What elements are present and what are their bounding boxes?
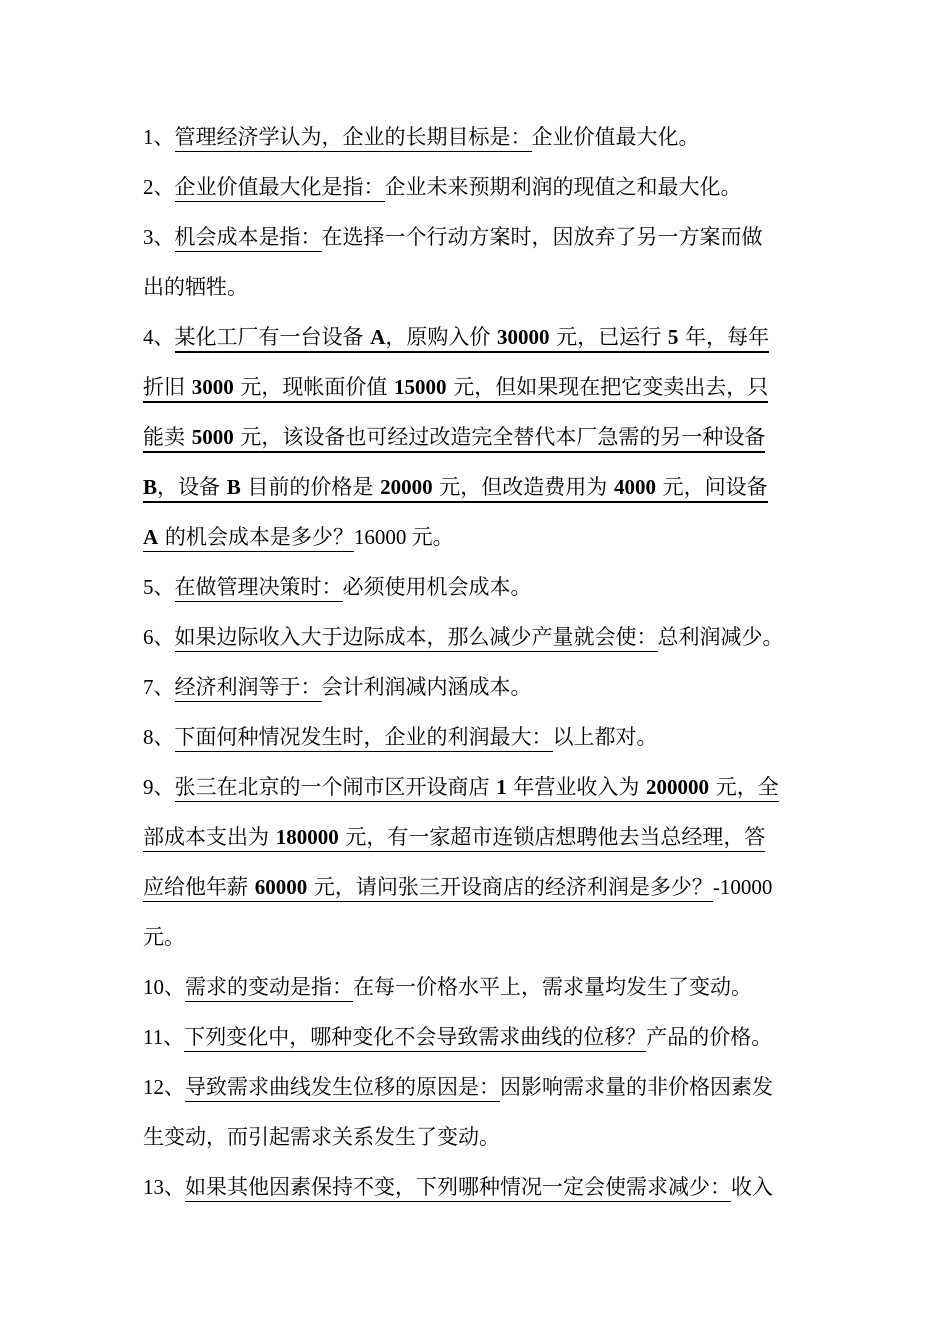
question-3 bbox=[143, 218, 808, 268]
question-text: 下列变化中，哪种变化不会导致需求曲线的位移？ bbox=[184, 1025, 646, 1052]
question-text: 某化工厂有一台设备 A，原购入价 30000 元，已运行 5 年，每年 bbox=[175, 325, 770, 353]
question-8 bbox=[143, 718, 808, 768]
answer-text: 以上都对。 bbox=[552, 725, 658, 749]
answer-text: 总利润减少。 bbox=[657, 625, 784, 649]
question-4-line-4 bbox=[143, 468, 808, 518]
question-text: 经济利润等于： bbox=[175, 675, 322, 702]
question-5 bbox=[143, 568, 808, 618]
question-12-cont bbox=[143, 1118, 808, 1168]
question-9-line-2 bbox=[143, 818, 808, 868]
question-1 bbox=[143, 118, 808, 168]
question-9-line-3 bbox=[143, 868, 808, 918]
question-text: 机会成本是指： bbox=[175, 225, 322, 252]
question-number: 12、 bbox=[143, 1075, 185, 1099]
question-text: 能卖 5000 元，该设备也可经过改造完全替代本厂急需的另一种设备 bbox=[143, 425, 765, 453]
question-4-line-2 bbox=[143, 368, 808, 418]
question-number: 2、 bbox=[143, 175, 175, 199]
answer-text: 元。 bbox=[143, 925, 185, 949]
question-number: 11、 bbox=[143, 1025, 185, 1049]
question-7 bbox=[143, 668, 808, 718]
answer-text: -10000 bbox=[712, 875, 773, 899]
question-text: 企业价值最大化是指： bbox=[175, 175, 385, 202]
question-13 bbox=[143, 1168, 808, 1218]
question-text: 应给他年薪 60000 元，请问张三开设商店的经济利润是多少？ bbox=[143, 875, 713, 902]
question-number: 6、 bbox=[143, 625, 175, 649]
question-text: 折旧 3000 元，现帐面价值 15000 元，但如果现在把它变卖出去，只 bbox=[143, 375, 768, 403]
answer-text: 企业价值最大化。 bbox=[531, 125, 700, 149]
question-number: 5、 bbox=[143, 575, 175, 599]
answer-text: 企业未来预期利润的现值之和最大化。 bbox=[384, 175, 742, 199]
question-text: 下面何种情况发生时，企业的利润最大： bbox=[175, 725, 553, 752]
answer-text: 在每一价格水平上，需求量均发生了变动。 bbox=[353, 975, 752, 999]
answer-text: 因影响需求量的非价格因素发 bbox=[500, 1075, 773, 1099]
question-text: 张三在北京的一个闹市区开设商店 1 年营业收入为 200000 元，全 bbox=[175, 775, 779, 802]
question-number: 8、 bbox=[143, 725, 175, 749]
answer-text: 会计利润减内涵成本。 bbox=[321, 675, 532, 699]
question-6 bbox=[143, 618, 808, 668]
answer-text: 16000 元。 bbox=[353, 525, 454, 549]
question-number: 13、 bbox=[143, 1175, 185, 1199]
answer-text: 出的牺牲。 bbox=[143, 275, 248, 299]
answer-text: 收入 bbox=[731, 1175, 773, 1199]
question-number: 9、 bbox=[143, 775, 175, 799]
question-number: 3、 bbox=[143, 225, 175, 249]
question-text: 部成本支出为 180000 元，有一家超市连锁店想聘他去当总经理，答 bbox=[143, 825, 765, 852]
question-number: 1、 bbox=[143, 125, 175, 149]
question-text: 管理经济学认为，企业的长期目标是： bbox=[175, 125, 532, 152]
question-text: 如果边际收入大于边际成本，那么减少产量就会使： bbox=[175, 625, 658, 652]
question-text: A 的机会成本是多少？ bbox=[143, 525, 354, 552]
question-number: 7、 bbox=[143, 675, 175, 699]
question-number: 10、 bbox=[143, 975, 185, 999]
question-text: B，设备 B 目前的价格是 20000 元，但改造费用为 4000 元，问设备 bbox=[143, 475, 768, 503]
document-page bbox=[143, 118, 808, 1218]
question-10 bbox=[143, 968, 808, 1018]
question-text: 如果其他因素保持不变，下列哪种情况一定会使需求减少： bbox=[185, 1175, 731, 1202]
question-3-cont bbox=[143, 268, 808, 318]
answer-text: 必须使用机会成本。 bbox=[342, 575, 532, 599]
question-9 bbox=[143, 768, 808, 818]
question-12 bbox=[143, 1068, 808, 1118]
question-text: 导致需求曲线发生位移的原因是： bbox=[185, 1075, 500, 1102]
question-11 bbox=[143, 1018, 808, 1068]
answer-text: 生变动，而引起需求关系发生了变动。 bbox=[143, 1125, 500, 1149]
question-2 bbox=[143, 168, 808, 218]
question-text: 在做管理决策时： bbox=[175, 575, 343, 602]
answer-text: 产品的价格。 bbox=[646, 1025, 773, 1049]
question-number: 4、 bbox=[143, 325, 175, 349]
question-4-line-3 bbox=[143, 418, 808, 468]
question-9-cont bbox=[143, 918, 808, 968]
question-text: 需求的变动是指： bbox=[185, 975, 353, 1002]
question-4-line-5 bbox=[143, 518, 808, 568]
question-4 bbox=[143, 318, 808, 368]
answer-text: 在选择一个行动方案时，因放弃了另一方案而做 bbox=[321, 225, 763, 249]
